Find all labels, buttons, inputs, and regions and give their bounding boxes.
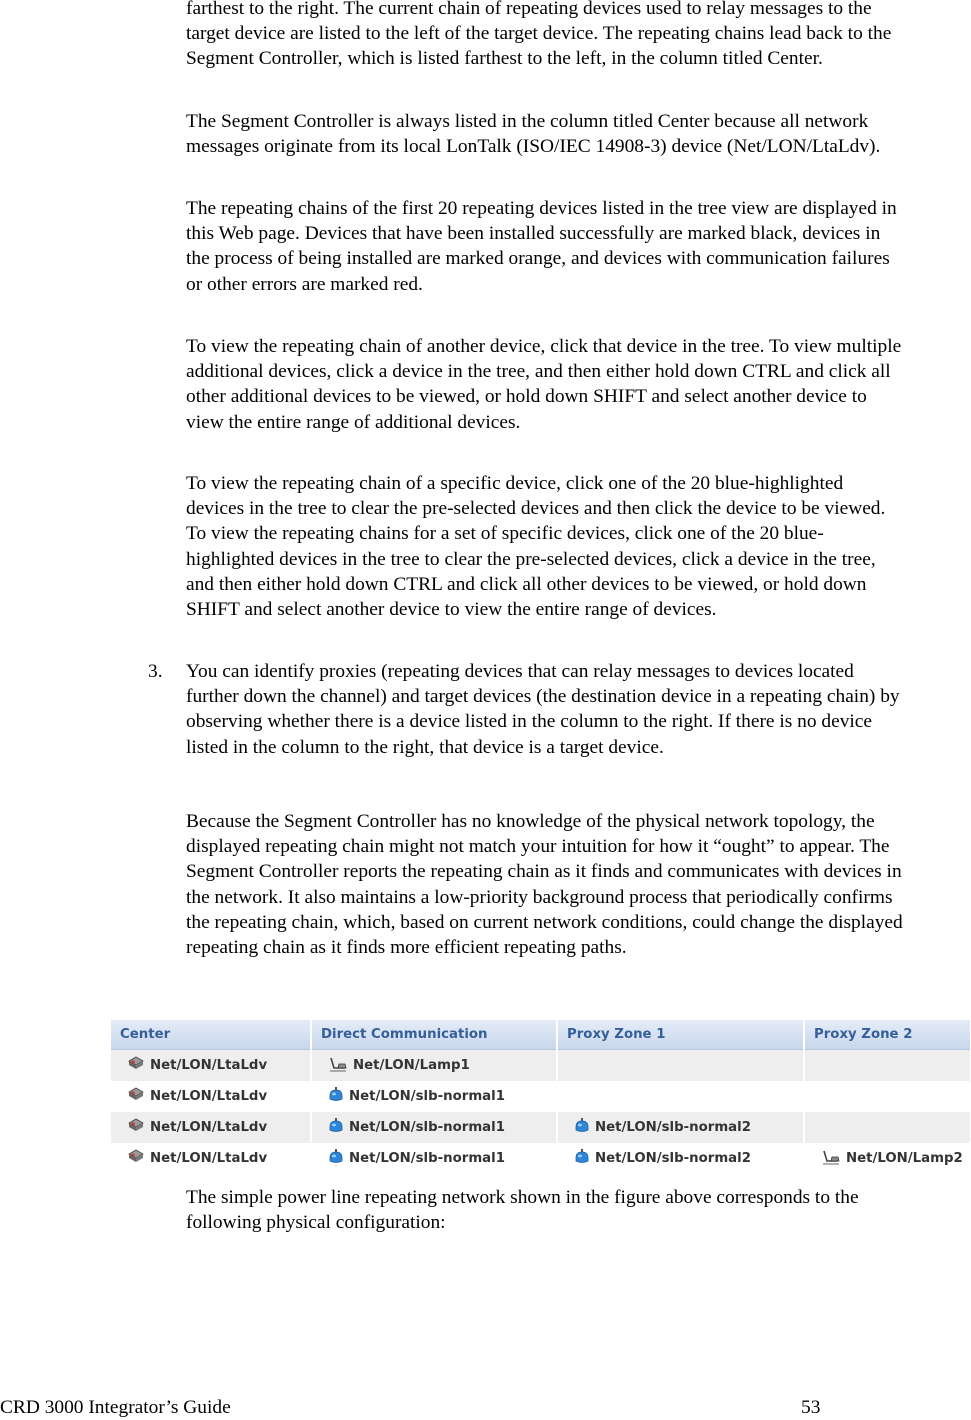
device-name: Net/LON/slb-normal2 (595, 1120, 751, 1135)
table-cell (804, 1081, 971, 1112)
paragraph-center-column: The Segment Controller is always listed in the column titled Center because all network messages originate from its local LonTalk (ISO/IEC 14908-3) device (Net/LON/LtaLdv). (186, 111, 881, 158)
device-entry[interactable] (128, 1056, 267, 1075)
table-cell[interactable] (311, 1143, 557, 1174)
header-direct-communication[interactable]: Direct Communication (311, 1020, 557, 1050)
table-row[interactable] (111, 1081, 971, 1112)
device-name: Net/LON/LtaLdv (150, 1058, 268, 1073)
segment-light-icon (575, 1149, 589, 1169)
list-item-number: 3. (148, 661, 163, 682)
device-name: Net/LON/Lamp1 (353, 1058, 470, 1073)
device-entry[interactable] (329, 1118, 505, 1138)
controller-icon (128, 1056, 144, 1075)
paragraph-view-specific-device: To view the repeating chain of a specific device, click one of the 20 blue-highlighted devices in the tree to clear the pre-selected devices and then click the device to be viewed. To view the repeating chains for a set of specific devices, click one of the 20 blue-highlighted devices in the tree to clear the pre-selected devices, click a device in the tree, and then either hold down CTRL and click all other devices to be viewed, or hold down SHIFT and select another device to view the entire range of devices. (186, 473, 886, 621)
lamp-icon (329, 1056, 347, 1076)
table-cell[interactable] (311, 1050, 557, 1082)
device-entry[interactable] (128, 1087, 267, 1106)
device-name: Net/LON/Lamp2 (846, 1151, 963, 1166)
paragraph-view-another-device: To view the repeating chain of another device, click that device in the tree. To view multiple additional devices, click a device in the tree, and then either hold down CTRL and click all other additional devices to be viewed, or hold down SHIFT and select another device to view the entire range of additional devices. (186, 336, 902, 433)
list-item-text: You can identify proxies (repeating devices that can relay messages to devices located further down the channel) and target devices (the destination device in a repeating chain) by observing whether there is a device listed in the column to the right. If there is no device listed in the column to the right, that device is a target device. (186, 661, 900, 758)
header-proxy-zone-2[interactable]: Proxy Zone 2 (804, 1020, 971, 1050)
device-entry[interactable] (329, 1056, 470, 1076)
repeating-chain-table (111, 1020, 971, 1174)
page-number: 53 (801, 1397, 821, 1418)
table-cell (804, 1112, 971, 1143)
table-header-row (111, 1020, 971, 1050)
controller-icon (128, 1087, 144, 1106)
controller-icon (128, 1149, 144, 1168)
segment-light-icon (329, 1087, 343, 1107)
table-cell[interactable] (311, 1081, 557, 1112)
table-cell (557, 1081, 804, 1112)
table-cell (557, 1050, 804, 1082)
paragraph-chain-direction: farthest to the right. The current chain of repeating devices used to relay messages to the target device are listed to the left of the target device. The repeating chains lead back to the Segment Controller, which is listed farthest to the left, in the column titled Center. (186, 0, 892, 70)
table-cell[interactable] (557, 1143, 804, 1174)
segment-light-icon (329, 1149, 343, 1169)
table-cell (804, 1050, 971, 1082)
device-entry[interactable] (329, 1149, 505, 1169)
device-name: Net/LON/LtaLdv (150, 1120, 268, 1135)
table-cell[interactable] (111, 1143, 311, 1174)
device-name: Net/LON/slb-normal1 (349, 1089, 505, 1104)
paragraph-device-colors: The repeating chains of the first 20 repeating devices listed in the tree view are displayed in this Web page. Devices that have been installed successfully are marked black, devices in the process of being installed are marked orange, and devices with communication failures or other errors are marked red. (186, 198, 897, 295)
device-entry[interactable] (822, 1149, 963, 1169)
controller-icon (128, 1118, 144, 1137)
table-cell[interactable] (111, 1050, 311, 1082)
table-row[interactable] (111, 1050, 971, 1082)
device-entry[interactable] (128, 1149, 267, 1168)
segment-light-icon (329, 1118, 343, 1138)
device-entry[interactable] (575, 1118, 751, 1138)
device-name: Net/LON/slb-normal1 (349, 1151, 505, 1166)
table-row[interactable] (111, 1112, 971, 1143)
footer-title: CRD 3000 Integrator’s Guide (0, 1397, 231, 1418)
table-cell[interactable] (111, 1112, 311, 1143)
device-name: Net/LON/slb-normal1 (349, 1120, 505, 1135)
table-cell[interactable] (804, 1143, 971, 1174)
device-entry[interactable] (329, 1087, 505, 1107)
segment-light-icon (575, 1118, 589, 1138)
closing-paragraph: The simple power line repeating network shown in the figure above corresponds to the following physical configuration: (186, 1187, 859, 1234)
table-cell[interactable] (111, 1081, 311, 1112)
table-row[interactable] (111, 1143, 971, 1174)
lamp-icon (822, 1149, 840, 1169)
device-name: Net/LON/LtaLdv (150, 1089, 268, 1104)
list-item-followup: Because the Segment Controller has no knowledge of the physical network topology, the displayed repeating chain might not match your intuition for how it “ought” to appear. The Segment Controller reports the repeating chain as it finds and communicates with devices in the network. It also maintains a low-priority background process that periodically confirms the repeating chain, which, based on current network conditions, could change the displayed repeating chain as it finds more efficient repeating paths. (186, 811, 903, 959)
header-proxy-zone-1[interactable]: Proxy Zone 1 (557, 1020, 804, 1050)
device-entry[interactable] (575, 1149, 751, 1169)
device-name: Net/LON/LtaLdv (150, 1151, 268, 1166)
table-cell[interactable] (311, 1112, 557, 1143)
device-entry[interactable] (128, 1118, 267, 1137)
table-cell[interactable] (557, 1112, 804, 1143)
device-name: Net/LON/slb-normal2 (595, 1151, 751, 1166)
header-center[interactable]: Center (111, 1020, 311, 1050)
